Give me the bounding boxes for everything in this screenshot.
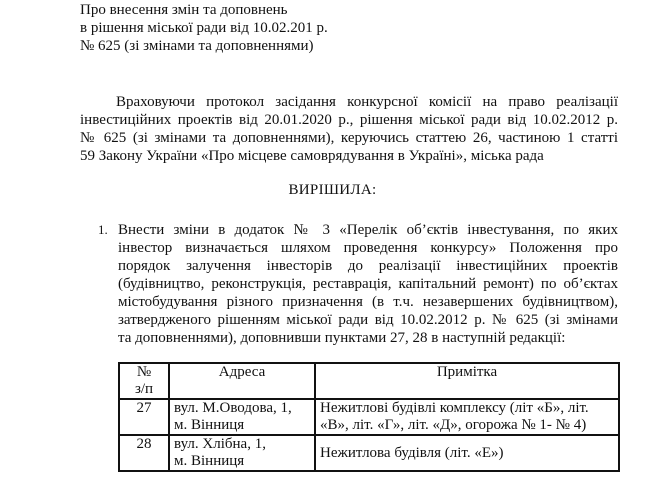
investment-objects-table — [118, 362, 620, 472]
row-number: 27 — [119, 399, 169, 435]
item-line-3: порядок залучення інвесторів до реалізації інвестиційних проектів — [118, 258, 618, 274]
item-line-2: інвестор визначається шляхом проведення конкурсу» Положення про — [118, 240, 618, 256]
row-address: вул. М.Оводова, 1, м. Вінниця — [169, 399, 315, 435]
title-line-2: в рішення міської ради від 10.02.201 р. — [80, 20, 328, 36]
preamble-line-1: Враховуючи протокол засідання конкурсної комісії на право реалізації — [116, 94, 618, 110]
row-note: Нежитлова будівля (літ. «Е») — [315, 435, 619, 471]
item-line-5: містобудування різного призначення (в т.ч. незавершених будівництвом), — [118, 294, 618, 310]
decision-heading: ВИРІШИЛА: — [288, 182, 377, 198]
row-number: 28 — [119, 435, 169, 471]
row-note: Нежитлові будівлі комплексу (літ «Б», літ. «В», літ. «Г», літ. «Д», огорожа № 1- № 4) — [315, 399, 619, 435]
table-row — [119, 435, 619, 471]
item-line-7: та доповненнями), доповнивши пунктами 27, 28 в наступній редакції: — [118, 330, 566, 346]
item-line-4: (будівництво, реконструкція, реставрація, капітальний ремонт) по об’єктах — [118, 276, 618, 292]
preamble-line-3: № 625 (зі змінами та доповненнями), керуючись статтею 26, частиною 1 статті — [80, 130, 618, 146]
item-number: 1. — [98, 222, 108, 237]
title-line-3: № 625 (зі змінами та доповненнями) — [80, 38, 314, 54]
preamble-line-2: інвестиційних проектів від 20.01.2020 р., рішення міської ради від 10.02.2012 р. — [80, 112, 618, 128]
row-address: вул. Хлібна, 1, м. Вінниця — [169, 435, 315, 471]
table-row — [119, 399, 619, 435]
title-line-1: Про внесення змін та доповнень — [80, 2, 288, 18]
preamble-line-4: 59 Закону України «Про місцеве самоврядування в Україні», міська рада — [80, 148, 544, 164]
table-header-row — [119, 363, 619, 399]
item-line-6: затвердженого рішенням міської ради від 10.02.2012 р. № 625 (зі змінами — [118, 312, 618, 328]
header-number: № з/п — [119, 363, 169, 399]
item-line-1: Внести зміни в додаток № 3 «Перелік об’єктів інвестування, по яких — [118, 222, 618, 238]
header-note: Примітка — [315, 363, 619, 399]
header-address: Адреса — [169, 363, 315, 399]
